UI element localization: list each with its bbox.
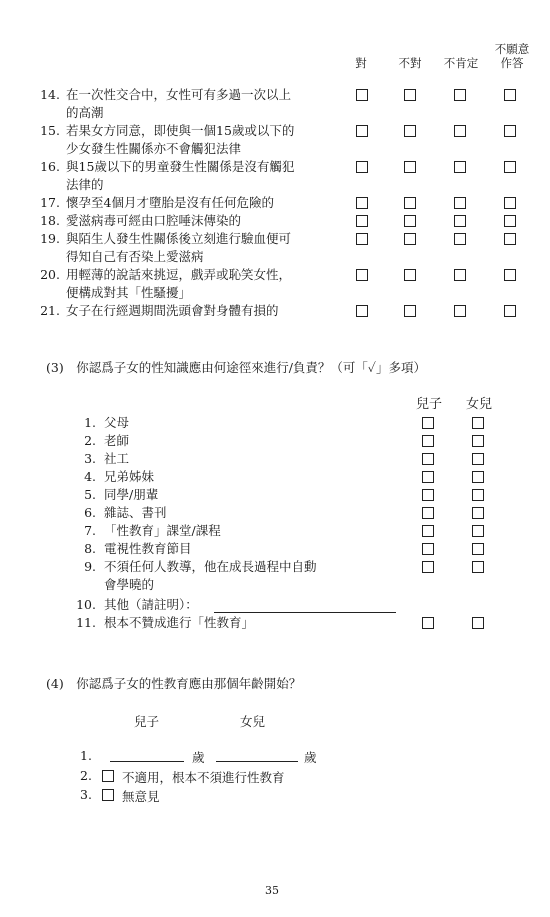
source-label-line: 雜誌、書刊 [104,505,167,520]
answer-not-sure-checkbox[interactable] [454,215,466,227]
answer-not-sure-checkbox[interactable] [454,269,466,281]
answer-incorrect-checkbox[interactable] [404,161,416,173]
answer-decline-checkbox[interactable] [504,215,516,227]
source-label-line: 社工 [104,451,130,466]
question-text-line: 懷孕至4個月才墮胎是沒有任何危險的 [66,195,274,210]
daughter-checkbox[interactable] [472,507,484,519]
son-checkbox[interactable] [422,489,434,501]
source-label-line: 父母 [104,415,130,430]
question-text-line: 與陌生人發生性關係後立刻進行驗血便可 [66,231,292,246]
answer-not-sure-checkbox[interactable] [454,305,466,317]
daughter-checkbox[interactable] [472,471,484,483]
question-text-line: 愛滋病毒可經由口腔唾沫傳染的 [66,213,242,228]
answer-correct-checkbox[interactable] [356,269,368,281]
answer-decline-checkbox[interactable] [504,269,516,281]
part4-option3-label: 無意見 [122,789,160,804]
page-number: 35 [265,884,279,897]
question-text-line: 少女發生性關係亦不會觸犯法律 [66,141,242,156]
answer-correct-checkbox[interactable] [356,233,368,245]
question-number: 18. [40,213,60,228]
source-label-line: 兄弟姊妹 [104,469,155,484]
son-checkbox[interactable] [422,435,434,447]
source-number: 4. [84,469,96,484]
answer-incorrect-checkbox[interactable] [404,305,416,317]
question-text-line: 得知自己有否染上愛滋病 [66,249,204,264]
header-daughter: 女兒 [465,397,492,412]
source-label-line: 同學/朋輩 [104,487,159,502]
question-text-line: 便構成對其「性騷擾」 [66,285,192,300]
answer-incorrect-checkbox[interactable] [404,269,416,281]
answer-incorrect-checkbox[interactable] [404,197,416,209]
answer-correct-checkbox[interactable] [356,305,368,317]
source-number: 3. [84,451,96,466]
answer-not-sure-checkbox[interactable] [454,89,466,101]
header-incorrect: 不對 [398,56,422,70]
answer-decline-checkbox[interactable] [504,125,516,137]
answer-decline-checkbox[interactable] [504,89,516,101]
question-text-line: 的高潮 [66,105,104,120]
son-checkbox[interactable] [422,543,434,555]
part4-header-daughter: 女兒 [240,714,266,729]
son-age-field[interactable] [110,761,184,762]
daughter-checkbox[interactable] [472,561,484,573]
daughter-checkbox[interactable] [472,617,484,629]
source-number: 11. [76,615,96,630]
son-checkbox[interactable] [422,617,434,629]
part4-title: (4) 你認爲子女的性教育應由那個年齡開始？ [46,676,302,691]
not-applicable-checkbox[interactable] [102,770,114,782]
question-text-line: 法律的 [66,177,104,192]
answer-not-sure-checkbox[interactable] [454,233,466,245]
other-specify-line[interactable] [214,612,396,613]
source-number: 9. [84,559,96,574]
question-text-line: 女子在行經週期間洗頭會對身體有損的 [66,303,279,318]
question-number: 16. [40,159,60,174]
source-number: 5. [84,487,96,502]
header-decline: 不願意作答 [494,42,530,70]
answer-correct-checkbox[interactable] [356,125,368,137]
source-label-line: 會學曉的 [104,577,155,592]
daughter-checkbox[interactable] [472,435,484,447]
answer-decline-checkbox[interactable] [504,233,516,245]
part4-option2-label: 不適用，根本不須進行性教育 [122,770,285,785]
answer-not-sure-checkbox[interactable] [454,125,466,137]
source-number: 8. [84,541,96,556]
source-number: 1. [84,415,96,430]
source-label-line: 不須任何人教導，他在成長過程中自動 [104,559,317,574]
daughter-checkbox[interactable] [472,489,484,501]
daughter-checkbox[interactable] [472,417,484,429]
header-son: 兒子 [415,397,442,412]
son-checkbox[interactable] [422,453,434,465]
question-text-line: 用輕薄的說話來挑逗，戲弄或恥笑女性， [66,267,292,282]
answer-correct-checkbox[interactable] [356,161,368,173]
header-correct: 對 [355,56,367,70]
source-label-line: 「性教育」課堂/課程 [104,523,221,538]
answer-not-sure-checkbox[interactable] [454,161,466,173]
daughter-age-unit: 歲 [304,750,317,765]
question-number: 20. [40,267,60,282]
question-number: 14. [40,87,60,102]
answer-correct-checkbox[interactable] [356,215,368,227]
header-not-sure: 不肯定 [443,56,479,70]
daughter-checkbox[interactable] [472,453,484,465]
source-number: 2. [84,433,96,448]
answer-decline-checkbox[interactable] [504,161,516,173]
source-label-line: 其他（請註明）： [104,597,198,612]
daughter-age-field[interactable] [216,761,298,762]
answer-decline-checkbox[interactable] [504,197,516,209]
part3-title: (3) 你認爲子女的性知識應由何途徑來進行/負責？（可「✓」多項） [46,360,426,375]
question-number: 19. [40,231,60,246]
part4-option2-number: 2. [80,768,92,783]
son-checkbox[interactable] [422,507,434,519]
question-text-line: 與15歲以下的男童發生性關係是沒有觸犯 [66,159,295,174]
no-opinion-checkbox[interactable] [102,789,114,801]
source-number: 7. [84,523,96,538]
daughter-checkbox[interactable] [472,543,484,555]
son-checkbox[interactable] [422,525,434,537]
question-number: 15. [40,123,60,138]
son-checkbox[interactable] [422,561,434,573]
source-label-line: 根本不贊成進行「性教育」 [104,615,255,630]
source-number: 10. [76,597,96,612]
answer-incorrect-checkbox[interactable] [404,215,416,227]
question-number: 17. [40,195,60,210]
part4-header-son: 兒子 [134,714,160,729]
source-label-line: 老師 [104,433,130,448]
part4-option3-number: 3. [80,787,92,802]
question-text-line: 在一次性交合中，女性可有多過一次以上 [66,87,292,102]
part4-option1-number: 1. [80,748,92,763]
answer-not-sure-checkbox[interactable] [454,197,466,209]
answer-incorrect-checkbox[interactable] [404,89,416,101]
question-text-line: 若果女方同意，即使與一個15歲或以下的 [66,123,295,138]
answer-decline-checkbox[interactable] [504,305,516,317]
answer-incorrect-checkbox[interactable] [404,233,416,245]
source-number: 6. [84,505,96,520]
answer-correct-checkbox[interactable] [356,197,368,209]
source-label-line: 電視性教育節目 [104,541,192,556]
question-number: 21. [40,303,60,318]
answer-incorrect-checkbox[interactable] [404,125,416,137]
answer-correct-checkbox[interactable] [356,89,368,101]
daughter-checkbox[interactable] [472,525,484,537]
son-age-unit: 歲 [192,750,205,765]
son-checkbox[interactable] [422,417,434,429]
son-checkbox[interactable] [422,471,434,483]
